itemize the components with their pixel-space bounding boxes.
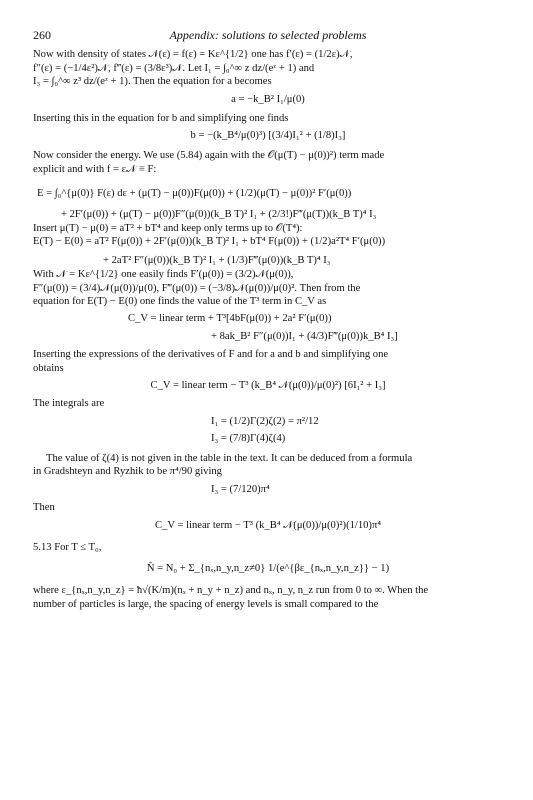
equation: + 2aT² F″(μ(0))(k_B T)² I₁ + (1/3)F‴(μ(0))(k_B T)⁴ I₃: [103, 255, 331, 267]
equation: C_V = linear term + T³[4bF(μ(0)) + 2a² F′(μ(0)): [128, 312, 332, 324]
text-line: Now consider the energy. We use (5.84) again with the 𝒪(μ(T) − μ(0))²) term made: [33, 150, 385, 162]
equation: C_V = linear term − T³ (k_B⁴ 𝒩(μ(0))/μ(0)²)(1/10)π⁴: [154, 519, 382, 531]
running-title: Appendix: solutions to selected problems: [169, 28, 367, 42]
text-line: Inserting the expressions of the derivatives of F and for a and b and simplifying one: [33, 348, 389, 360]
text-line: in Gradshteyn and Ryzhik to be π⁴/90 giving: [33, 466, 222, 478]
equation: a = −k_B² I₁/μ(0): [231, 93, 305, 105]
running-header: [33, 28, 503, 48]
text-line: Insert μ(T) − μ(0) = aT² + bT⁴ and keep only terms up to 𝒪(T⁴):: [33, 222, 303, 234]
problem-heading: 5.13 For T ≤ T₀,: [33, 541, 102, 553]
equation: I₁ = (1/2)Γ(2)ζ(2) = π²/12: [211, 415, 319, 427]
text-line: I₃ = ∫₀^∞ z³ dz/(eᶻ + 1). Then the equation for a becomes: [33, 76, 272, 88]
equation: E = ∫₀^{μ(0)} F(ε) dε + (μ(T) − μ(0))F(μ(0)) + (1/2)(μ(T) − μ(0))² F′(μ(0)): [37, 187, 352, 199]
text-line: equation for E(T) − E(0) one finds the value of the T³ term in C_V as: [33, 296, 327, 308]
text-line: number of particles is large, the spacing of energy levels is small compared to the: [33, 598, 379, 610]
page: [33, 28, 503, 611]
equation: + 2F′(μ(0)) + (μ(T) − μ(0))F″(μ(0))(k_B T)² I₁ + (2/3!)F‴(μ(T))(k_B T)⁴ I₃: [61, 208, 377, 220]
text-line: With 𝒩 = Kε^{1/2} one easily finds F′(μ(0)) = (3/2)𝒩(μ(0)),: [33, 269, 294, 281]
text-line: The value of ζ(4) is not given in the table in the text. It can be deduced from a formula: [46, 452, 413, 464]
text-line: Then: [33, 501, 55, 513]
equation: b = −(k_B⁴/μ(0)³) [(3/4)I₁² + (1/8)I₃]: [190, 130, 346, 142]
equation: C_V = linear term − T³ (k_B⁴ 𝒩(μ(0))/μ(0)²) [6I₁² + I₃]: [150, 380, 386, 392]
text-line: where ε_{nₓ,n_y,n_z} = ħ√(K/m)(nₓ + n_y + n_z) and nₓ, n_y, n_z run from 0 to ∞. When the: [33, 585, 429, 597]
equation: + 8ak_B² F″(μ(0))I₁ + (4/3)F‴(μ(0))k_B⁴ I₃]: [211, 330, 398, 342]
equation: N̄ = N₀ + Σ_{nₓ,n_y,n_z≠0} 1/(e^{βε_{nₓ,n_y,n_z}} − 1): [146, 563, 390, 575]
equation: E(T) − E(0) = aT² F(μ(0)) + 2F′(μ(0))(k_B T)² I₁ + bT⁴ F(μ(0)) + (1/2)a²T⁴ F′(μ(0)): [33, 236, 386, 248]
text-line: explicit and with f = ε𝒩 ≡ F:: [33, 163, 157, 175]
equation: I₃ = (7/120)π⁴: [211, 483, 270, 495]
text-line: Now with density of states 𝒩(ε) = f(ε) = Kε^{1/2} one has f′(ε) = (1/2ε)𝒩,: [33, 49, 353, 60]
text-line: The integrals are: [33, 398, 105, 410]
text-line: Inserting this in the equation for b and simplifying one finds: [33, 112, 289, 124]
page-number: 260: [33, 28, 51, 42]
text-line: F″(μ(0)) = (3/4)𝒩(μ(0))/μ(0), F‴(μ(0)) = (−3/8)𝒩(μ(0))/μ(0)². Then from the: [33, 282, 361, 294]
equation: I₃ = (7/8)Γ(4)ζ(4): [211, 432, 286, 444]
text-line: obtains: [33, 362, 64, 374]
text-line: f″(ε) = (−1/4ε²)𝒩, f‴(ε) = (3/8ε³)𝒩. Let I₁ = ∫₀^∞ z dz/(eᶻ + 1) and: [33, 62, 315, 74]
